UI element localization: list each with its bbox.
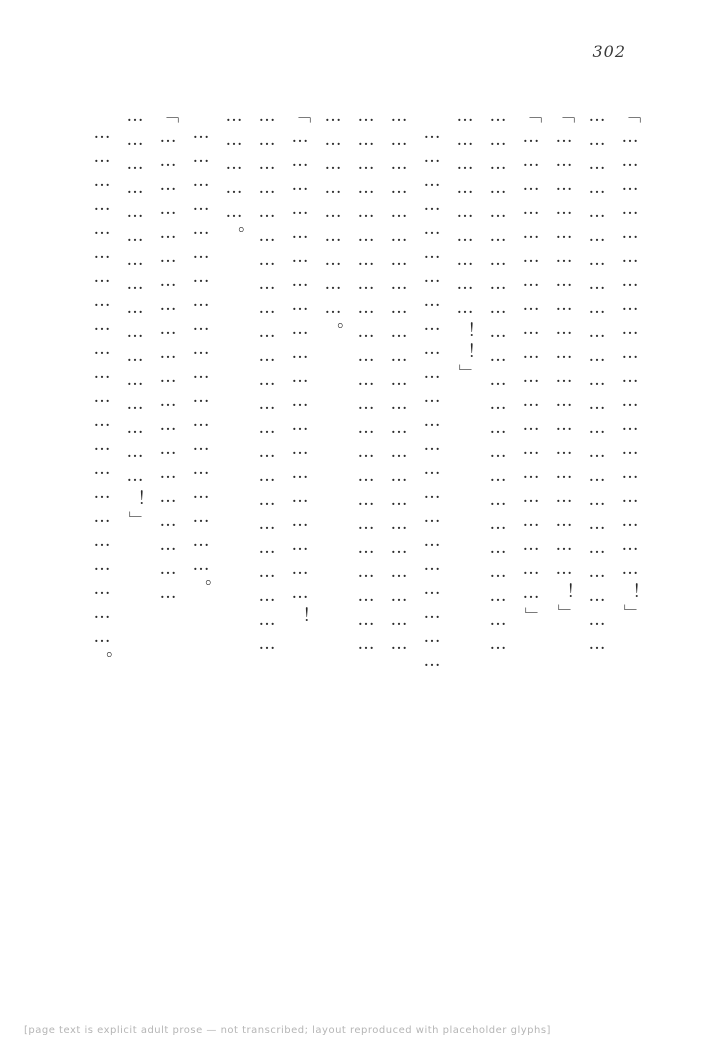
text-line: 「…………………………………………………… [158,106,178,607]
text-line: …………………………………………………………… [422,123,442,675]
text-line: …………………………………………………………… [488,106,508,658]
text-line: 「……………………………………………………！ [290,106,310,628]
text-line: …………………………………………！」 [125,106,145,532]
text-line: ……………。 [224,106,244,247]
redaction-note: [page text is explicit adult prose — not transcribed; layout reproduced with placeholder glyphs] [24,1025,551,1036]
text-line: 「…………………………………………………！」 [620,106,640,625]
text-line: …………………………………………………………… [257,106,277,658]
text-line: 「……………………………………………………」 [521,106,541,628]
text-line: …………………………………………………………。 [92,123,112,672]
text-block [80,106,646,968]
text-line: …………………………………………………。 [191,123,211,600]
text-line: …………………………………………………………… [356,106,376,658]
text-line: 「…………………………………………………！」 [554,106,574,625]
text-line: ………………………。 [323,106,343,343]
text-line: …………………………………………………………… [587,106,607,658]
page-number: 302 [592,42,626,61]
text-line: ………………………！！」 [455,106,475,385]
text-line: …………………………………………………………… [389,106,409,658]
